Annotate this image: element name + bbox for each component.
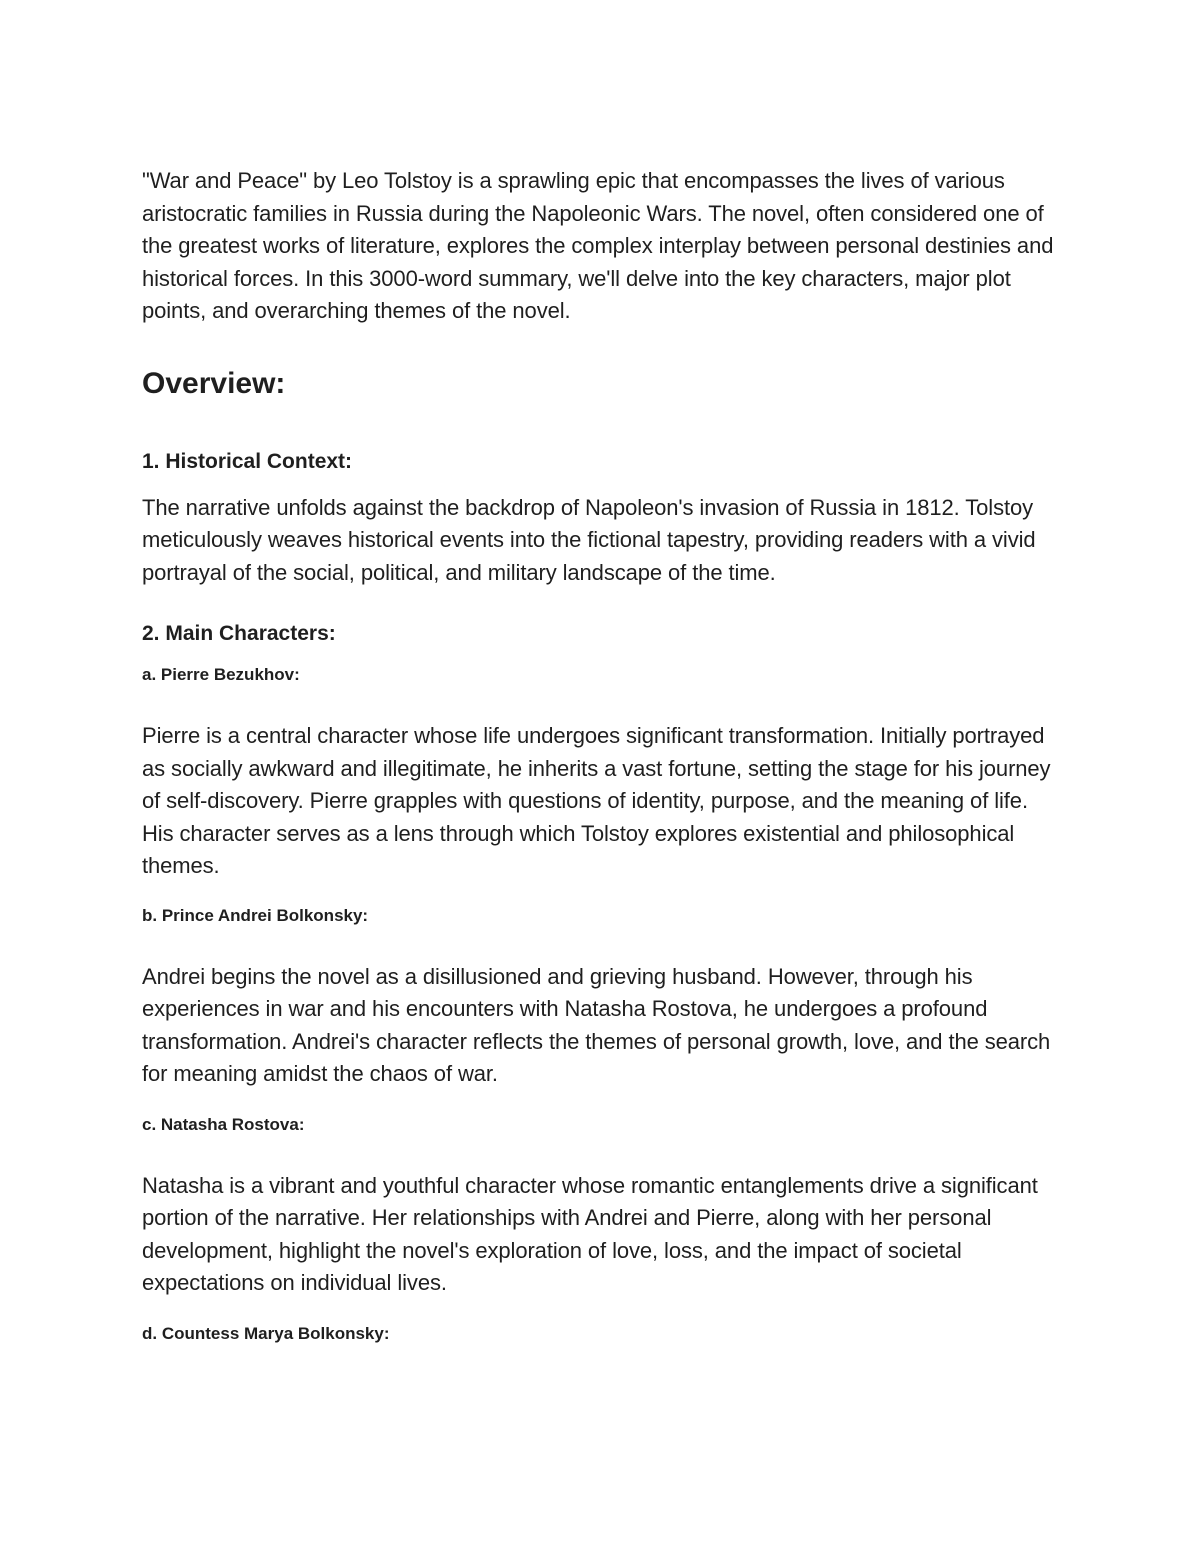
pierre-paragraph: Pierre is a central character whose life undergoes significant transformation. Initially portrayed as socially awkward and illegitimate, he inherits a vast fortune, setting the stage for his journey of self-discovery. Pierre grapples with questions of identity, purpose, and the meaning of life. His character serves as a lens through which Tolstoy explores existential and philosophical themes. [142,723,1051,878]
intro-paragraph: "War and Peace" by Leo Tolstoy is a sprawling epic that encompasses the lives of various aristocratic families in Russia during the Napoleonic Wars. The novel, often considered one of the greatest works of literature, explores the complex interplay between personal destinies and historical forces. In this 3000-word summary, we'll delve into the key characters, major plot points, and overarching themes of the novel. [142,168,1054,323]
natasha-heading: c. Natasha Rostova: [142,1114,305,1134]
marya-heading: d. Countess Marya Bolkonsky: [142,1323,390,1343]
natasha-paragraph: Natasha is a vibrant and youthful character whose romantic entanglements drive a significant portion of the narrative. Her relationships with Andrei and Pierre, along with her personal development, highlight the novel's exploration of love, loss, and the impact of societal expectations on individual lives. [142,1172,1038,1295]
historical-context-heading: 1. Historical Context: [142,449,353,473]
andrei-heading: b. Prince Andrei Bolkonsky: [142,905,369,925]
pierre-heading: a. Pierre Bezukhov: [142,665,300,684]
andrei-paragraph: Andrei begins the novel as a disillusioned and grieving husband. However, through his experiences in war and his encounters with Natasha Rostova, he undergoes a profound transformation. Andrei's character reflects the themes of personal growth, love, and the search for meaning amidst the chaos of war. [142,963,1051,1086]
main-characters-heading: 2. Main Characters: [142,622,336,645]
historical-context-paragraph: The narrative unfolds against the backdrop of Napoleon's invasion of Russia in 1812. Tolstoy meticulously weaves historical events into the fictional tapestry, providing readers with a vivid portrayal of the social, political, and military landscape of the time. [142,494,1036,585]
document-body [142,165,1062,1346]
overview-heading: Overview: [142,366,286,400]
